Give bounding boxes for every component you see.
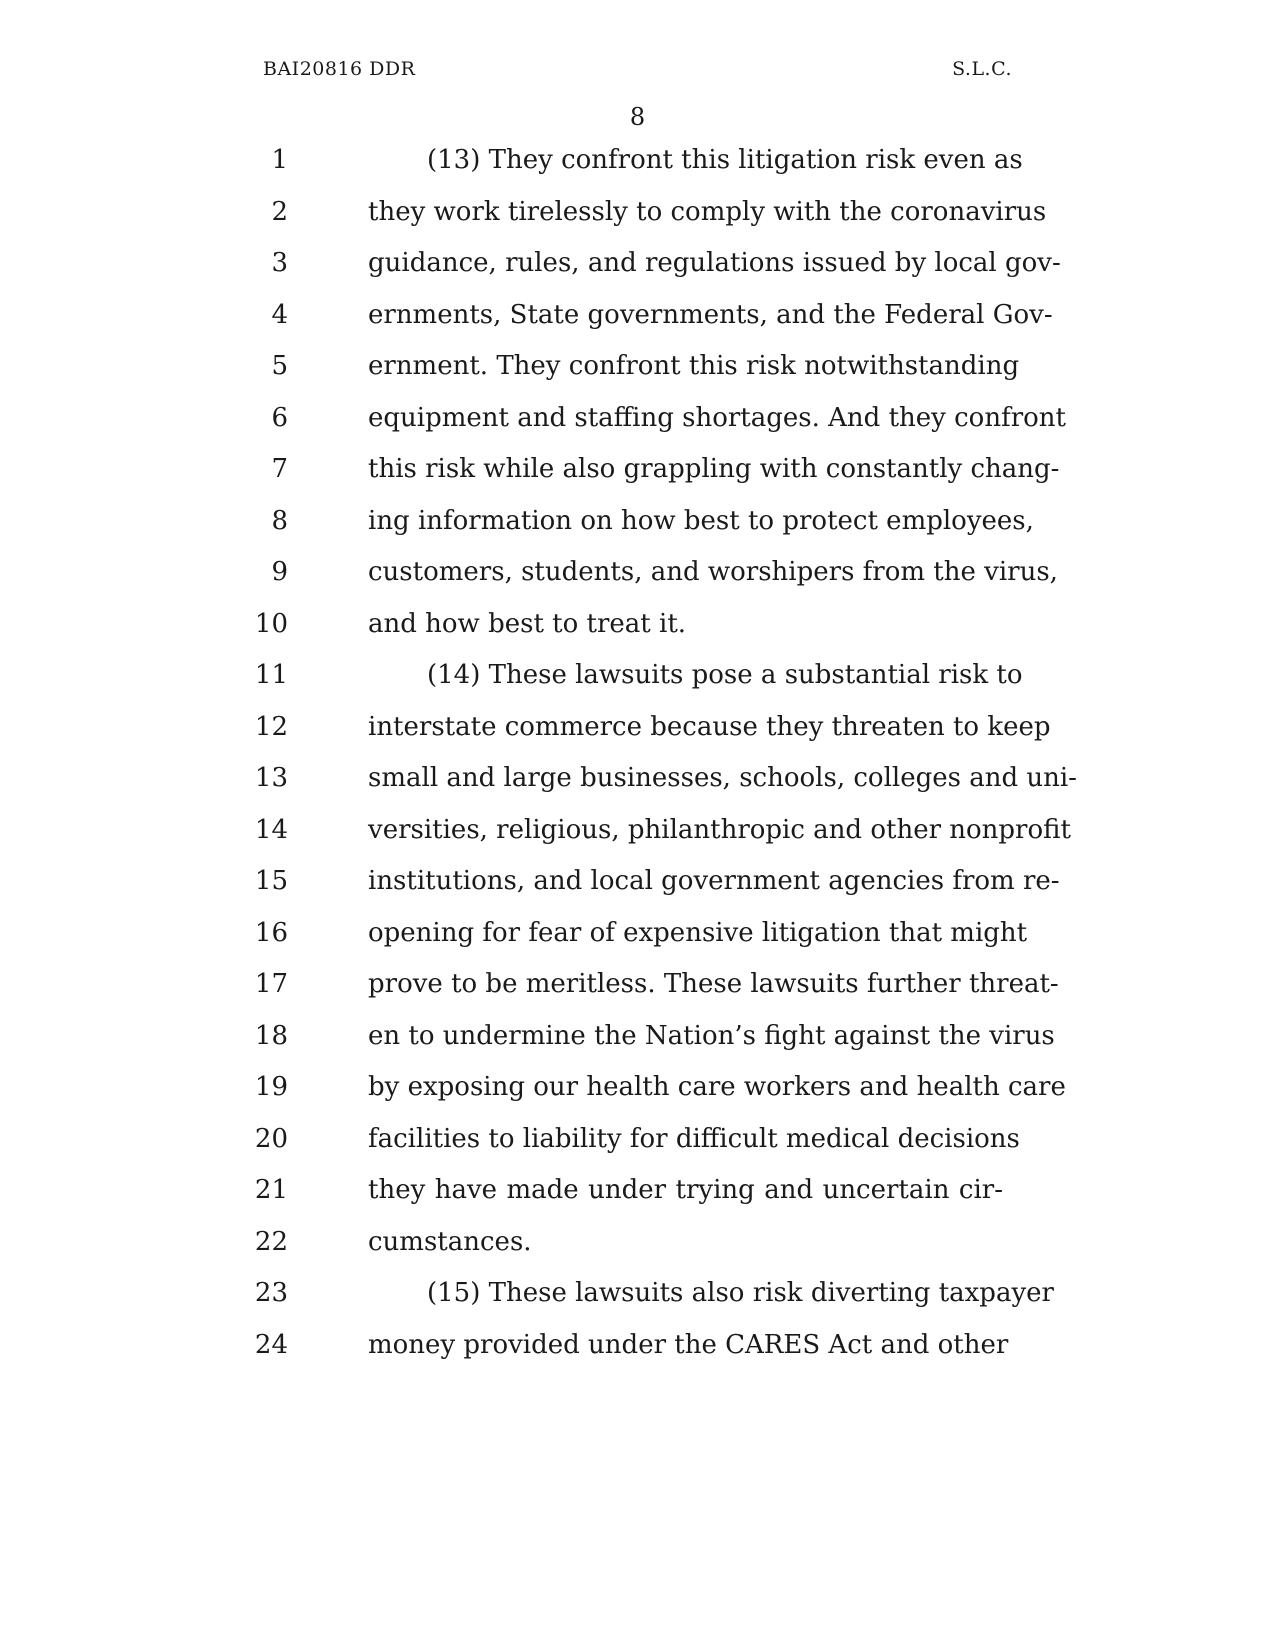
text-line bbox=[0, 815, 1275, 869]
line-number: 11 bbox=[254, 660, 288, 690]
line-number: 12 bbox=[254, 711, 288, 742]
text-line bbox=[0, 1330, 1275, 1384]
line-text: prove to be meritless. These lawsuits further threat- bbox=[368, 969, 1059, 999]
line-text: they have made under trying and uncertain cir- bbox=[368, 1175, 1003, 1205]
line-text: opening for fear of expensive litigation that might bbox=[368, 917, 1028, 948]
text-line bbox=[0, 918, 1275, 972]
text-line bbox=[0, 1227, 1275, 1281]
line-number: 3 bbox=[271, 248, 288, 278]
text-line bbox=[0, 300, 1275, 354]
line-text: money provided under the CARES Act and other bbox=[368, 1329, 1009, 1360]
line-text: institutions, and local government agencies from re- bbox=[368, 866, 1060, 896]
text-line bbox=[0, 197, 1275, 251]
line-number: 17 bbox=[254, 969, 288, 999]
line-text: small and large businesses, schools, colleges and uni- bbox=[368, 763, 1077, 793]
document-code: S.L.C. bbox=[952, 58, 1012, 80]
line-text: (14) These lawsuits pose a substantial risk to bbox=[427, 660, 1023, 690]
text-line bbox=[0, 557, 1275, 611]
line-number: 13 bbox=[254, 763, 288, 793]
text-line bbox=[0, 506, 1275, 560]
line-text: they work tirelessly to comply with the coronavirus bbox=[368, 196, 1047, 227]
line-number: 19 bbox=[254, 1072, 288, 1102]
document-id: BAI20816 DDR bbox=[263, 58, 416, 80]
line-number: 6 bbox=[271, 402, 288, 433]
text-line bbox=[0, 712, 1275, 766]
text-line bbox=[0, 1278, 1275, 1332]
page-number: 8 bbox=[629, 103, 646, 131]
line-text: ernment. They confront this risk notwithstanding bbox=[368, 351, 1020, 381]
line-text: (15) These lawsuits also risk diverting taxpayer bbox=[427, 1278, 1054, 1308]
line-number: 5 bbox=[271, 351, 288, 381]
line-text: cumstances. bbox=[368, 1226, 532, 1257]
line-text: customers, students, and worshipers from the virus, bbox=[368, 557, 1058, 587]
text-line bbox=[0, 763, 1275, 817]
line-text: this risk while also grappling with constantly chang- bbox=[368, 454, 1060, 484]
line-number: 21 bbox=[254, 1175, 288, 1205]
text-line bbox=[0, 351, 1275, 405]
line-number: 2 bbox=[271, 196, 288, 227]
line-number: 20 bbox=[254, 1123, 288, 1154]
line-number: 9 bbox=[271, 557, 288, 587]
line-text: by exposing our health care workers and health care bbox=[368, 1072, 1066, 1102]
line-number: 22 bbox=[254, 1226, 288, 1257]
line-number: 4 bbox=[271, 299, 288, 330]
line-number: 24 bbox=[254, 1329, 288, 1360]
line-number: 8 bbox=[271, 505, 288, 536]
text-line bbox=[0, 660, 1275, 714]
text-line bbox=[0, 969, 1275, 1023]
text-line bbox=[0, 145, 1275, 199]
line-number: 15 bbox=[254, 866, 288, 896]
line-text: guidance, rules, and regulations issued by local gov- bbox=[368, 248, 1061, 278]
line-text: (13) They confront this litigation risk even as bbox=[427, 145, 1023, 175]
line-text: equipment and staffing shortages. And they confront bbox=[368, 402, 1066, 433]
line-number: 16 bbox=[254, 917, 288, 948]
text-line bbox=[0, 609, 1275, 663]
line-number: 14 bbox=[254, 814, 288, 845]
line-number: 7 bbox=[271, 454, 288, 484]
line-text: facilities to liability for difficult medical decisions bbox=[368, 1123, 1020, 1154]
line-text: versities, religious, philanthropic and other nonprofit bbox=[368, 814, 1071, 845]
text-line bbox=[0, 403, 1275, 457]
text-line bbox=[0, 1072, 1275, 1126]
line-text: interstate commerce because they threaten to keep bbox=[368, 711, 1051, 742]
text-line bbox=[0, 866, 1275, 920]
text-line bbox=[0, 1124, 1275, 1178]
line-number: 1 bbox=[271, 145, 288, 175]
text-line bbox=[0, 248, 1275, 302]
line-text: ing information on how best to protect employees, bbox=[368, 505, 1034, 536]
line-number: 10 bbox=[254, 608, 288, 639]
line-number: 18 bbox=[254, 1020, 288, 1051]
text-line bbox=[0, 454, 1275, 508]
line-text: ernments, State governments, and the Federal Gov- bbox=[368, 299, 1053, 330]
line-text: and how best to treat it. bbox=[368, 608, 687, 639]
line-number: 23 bbox=[254, 1278, 288, 1308]
text-line bbox=[0, 1175, 1275, 1229]
text-line bbox=[0, 1021, 1275, 1075]
line-text: en to undermine the Nation’s fight against the virus bbox=[368, 1020, 1055, 1051]
